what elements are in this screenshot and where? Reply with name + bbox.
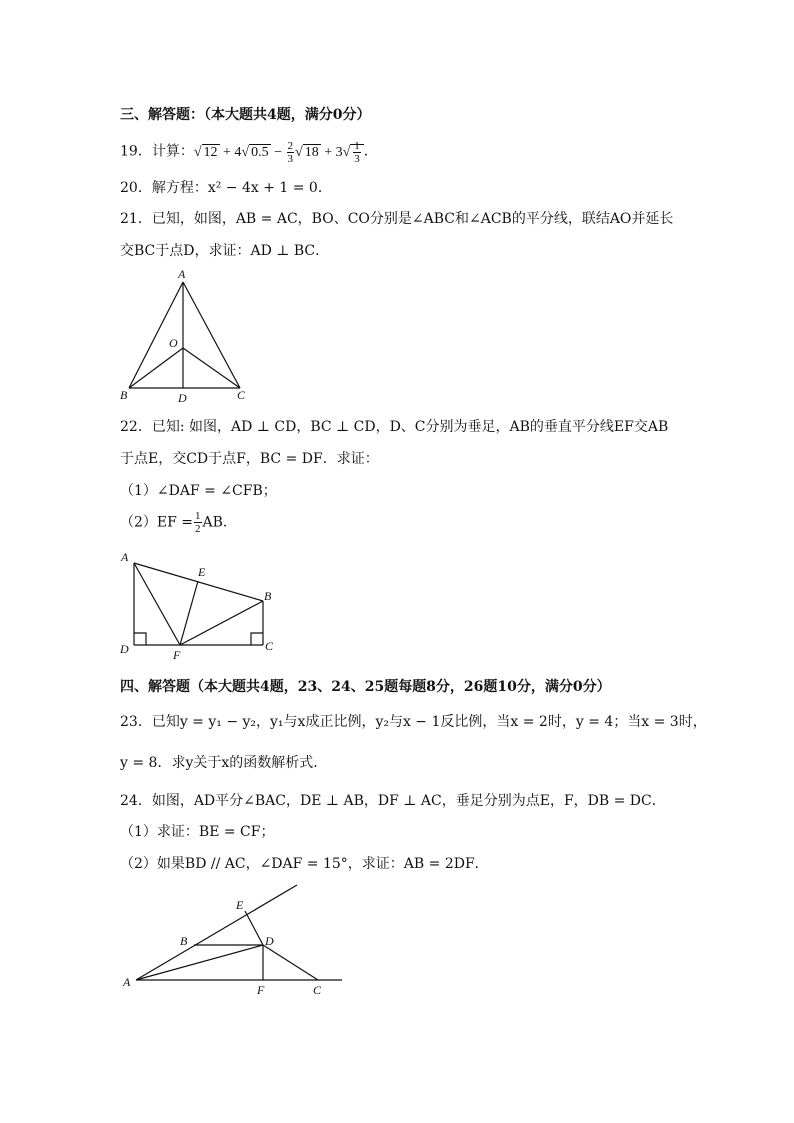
q22-part2-prefix: （2）EF = (120, 514, 194, 531)
q19-prefix: 19．计算： (120, 143, 194, 160)
fig24-label-C: C (313, 983, 322, 997)
fig21-label-A: A (178, 267, 186, 281)
fig21-label-O: O (169, 336, 178, 350)
q22-fraction-denominator: 2 (195, 523, 201, 535)
q22-part2-suffix: AB． (202, 514, 237, 531)
section-3-title: 三、解答题：（本大题共4题，满分0分） (120, 107, 371, 123)
question-22-part1: （1）∠DAF = ∠CFB； (120, 483, 277, 499)
question-23-line2: y = 8．求y关于x的函数解析式． (120, 755, 328, 771)
fig21-label-B: B (120, 388, 128, 402)
fig21-label-C: C (237, 388, 246, 402)
question-23-line1: 23．已知y = y₁ − y₂，y₁与x成正比例，y₂与x − 1反比例，当x = 2时，y = 4；当x = 3时， (120, 714, 707, 730)
fig21-label-D: D (178, 391, 187, 405)
fig22-label-C: C (265, 639, 274, 653)
fig24-label-D: D (265, 934, 274, 948)
question-20: 20．解方程：x² − 4x + 1 = 0． (120, 180, 332, 196)
fig22-label-B: B (264, 589, 272, 603)
section-4-title: 四、解答题（本大题共4题，23、24、25题每题8分，26题10分，满分0分） (120, 679, 611, 695)
question-21-line2: 交BC于点D，求证：AD ⊥ BC． (120, 243, 330, 259)
fig22-label-A: A (121, 550, 129, 564)
question-22-part2 (120, 510, 237, 535)
question-24-part1: （1）求证：BE = CF； (120, 824, 275, 840)
question-24-line1: 24．如图，AD平分∠BAC，DE ⊥ AB，DF ⊥ AC，垂足分别为点E，F，DB = DC． (120, 793, 666, 809)
q22-half-fraction (194, 510, 202, 535)
q19-expression: √ 12 + 4√ 0.5 − $\frac{2}{3}$ √ 18 + 3√ $\frac{1}{3}$ (194, 145, 364, 160)
question-22-line2: 于点E，交CD于点F，BC = DF．求证： (120, 451, 379, 467)
fig22-label-E: E (198, 565, 206, 579)
q22-fraction-numerator: 1 (195, 510, 201, 522)
question-22-line1: 22．已知: 如图，AD ⊥ CD，BC ⊥ CD，D、C分别为垂足，AB的垂直平分线EF交AB (120, 419, 669, 435)
fig22-label-D: D (120, 642, 129, 656)
figure-21-triangle (129, 282, 240, 388)
fig22-label-F: F (173, 648, 181, 662)
question-21-line1: 21．已知，如图，AB = AC，BO、CO分别是∠ABC和∠ACB的平分线，联结AO并延长 (120, 211, 674, 227)
q19-end: ． (363, 143, 378, 160)
fig24-label-B: B (180, 934, 188, 948)
fig24-label-E: E (236, 898, 244, 912)
question-24-part2: （2）如果BD // AC，∠DAF = 15°，求证：AB = 2DF． (120, 856, 489, 872)
fig24-label-F: F (257, 983, 265, 997)
fig24-label-A: A (123, 975, 131, 989)
